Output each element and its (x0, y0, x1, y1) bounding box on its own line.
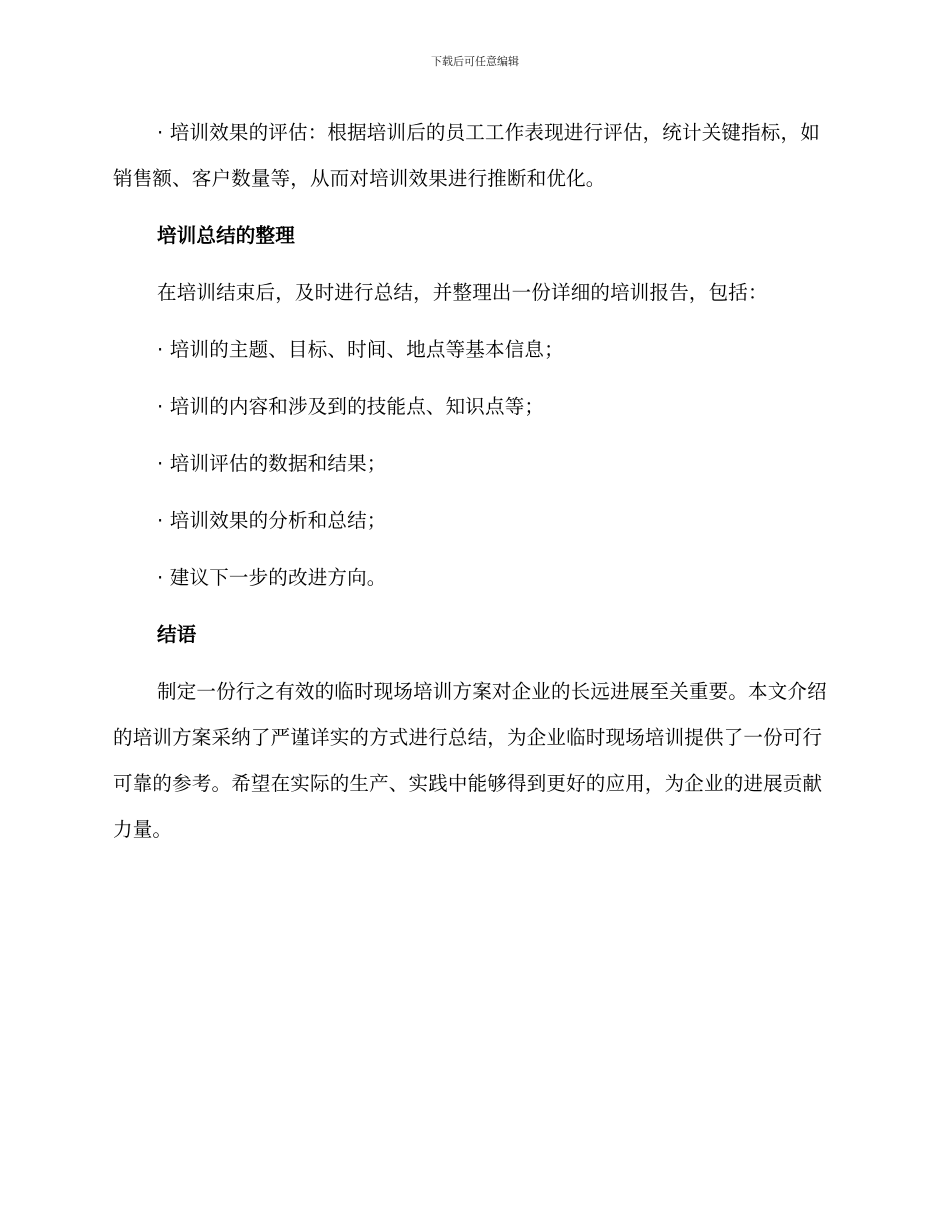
evaluation-bullet-paragraph: · 培训效果的评估：根据培训后的员工工作表现进行评估，统计关键指标，如销售额、客户数量等，从而对培训效果进行推断和优化。 (113, 121, 820, 190)
list-item-evaluation-data: · 培训评估的数据和结果； (157, 452, 387, 475)
list-item-effect-analysis: · 培训效果的分析和总结； (157, 509, 387, 532)
document-body (113, 110, 833, 864)
list-item-improvement: · 建议下一步的改进方向。 (157, 566, 387, 589)
conclusion-paragraph: 制定一份行之有效的临时现场培训方案对企业的长远进展至关重要。本文介绍的培训方案采纳了严谨详实的方式进行总结，为企业临时现场培训提供了一份可行可靠的参考。希望在实际的生产、实践中能够得到更好的应用，为企业的进展贡献力量。 (113, 680, 827, 841)
section-heading-summary: 培训总结的整理 (157, 224, 295, 247)
page-header: 下载后可任意编辑 (431, 55, 519, 68)
section-heading-conclusion: 结语 (157, 623, 197, 646)
list-item-content-skills: · 培训的内容和涉及到的技能点、知识点等； (157, 395, 545, 418)
list-item-basic-info: · 培训的主题、目标、时间、地点等基本信息； (157, 338, 564, 361)
summary-intro-paragraph: 在培训结束后，及时进行总结，并整理出一份详细的培训报告，包括： (157, 281, 768, 304)
